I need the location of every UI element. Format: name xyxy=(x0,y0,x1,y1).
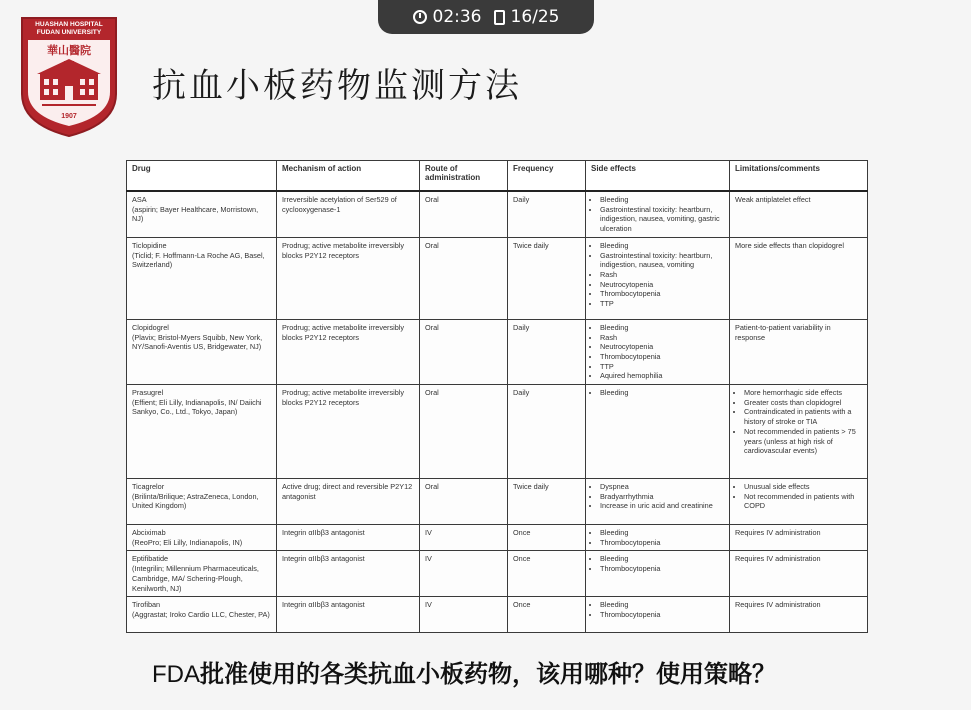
drug-manufacturer: (Aggrastat; Iroko Cardio LLC, Chester, PA) xyxy=(132,610,270,620)
cell-route: Oral xyxy=(420,385,508,479)
cell-drug xyxy=(127,319,277,384)
comments-list xyxy=(735,388,862,456)
cell-mechanism: Integrin αIIbβ3 antagonist xyxy=(277,597,420,633)
cell-drug xyxy=(127,479,277,525)
comment-text: Requires IV administration xyxy=(735,528,821,538)
slide-position: 16/25 xyxy=(510,7,560,27)
side-effect-item: • Neutrocytopenia xyxy=(600,342,724,352)
hospital-logo xyxy=(20,16,118,138)
side-effect-item: • Bleeding xyxy=(600,388,724,398)
logo-year: 1907 xyxy=(61,113,77,120)
comment-item: • More hemorrhagic side effects xyxy=(744,388,862,398)
cell-frequency: Twice daily xyxy=(508,237,586,319)
cell-comments xyxy=(730,319,868,384)
drug-name: ASA xyxy=(132,195,147,204)
cell-route: IV xyxy=(420,525,508,551)
cell-mechanism: Integrin αIIbβ3 antagonist xyxy=(277,525,420,551)
cell-frequency: Daily xyxy=(508,319,586,384)
cell-mechanism: Prodrug; active metabolite irreversibly blocks P2Y12 receptors xyxy=(277,319,420,384)
cell-side-effects xyxy=(586,551,730,597)
header-comments: Limitations/comments xyxy=(730,161,868,192)
side-effect-item: • Rash xyxy=(600,333,724,343)
cell-drug xyxy=(127,551,277,597)
cell-frequency: Once xyxy=(508,551,586,597)
drug-name: Clopidogrel xyxy=(132,322,169,332)
comment-item: • Greater costs than clopidogrel xyxy=(744,398,862,408)
table-row xyxy=(127,191,868,237)
side-effect-item: • Thrombocytopenia xyxy=(600,352,724,362)
cell-side-effects xyxy=(586,525,730,551)
footer-prefix: FDA xyxy=(152,661,200,688)
side-effects-list xyxy=(591,482,724,511)
comment-item: • Contraindicated in patients with a history of stroke or TIA xyxy=(744,407,862,426)
clock-icon xyxy=(413,10,427,24)
drug-manufacturer: (Ticlid; F. Hoffmann-La Roche AG, Basel, Switzerland) xyxy=(132,250,265,270)
drug-name: Eptifibatide xyxy=(132,554,169,564)
elapsed-time: 02:36 xyxy=(432,7,482,27)
logo-text-bottom: FUDAN UNIVERSITY xyxy=(36,29,102,36)
drug-manufacturer: (Brilinta/Brilique; AstraZeneca, London, United Kingdom) xyxy=(132,491,259,511)
logo-text-top: HUASHAN HOSPITAL xyxy=(35,21,103,28)
header-side-effects: Side effects xyxy=(586,161,730,192)
comment-text: More side effects than clopidogrel xyxy=(735,240,844,250)
side-effect-item: • Neutrocytopenia xyxy=(600,280,724,290)
side-effect-item: • Dyspnea xyxy=(600,482,724,492)
cell-route: Oral xyxy=(420,479,508,525)
side-effect-item: • Thrombocytopenia xyxy=(600,610,724,620)
side-effect-item: • Bradyarrhythmia xyxy=(600,492,724,502)
cell-side-effects xyxy=(586,597,730,633)
cell-comments xyxy=(730,385,868,479)
comment-text: Patient-to-patient variability in response xyxy=(735,322,831,342)
cell-frequency: Once xyxy=(508,597,586,633)
cell-route: Oral xyxy=(420,237,508,319)
side-effects-list xyxy=(591,528,724,547)
cell-comments xyxy=(730,479,868,525)
side-effect-item: • TTP xyxy=(600,299,724,309)
cell-drug xyxy=(127,237,277,319)
side-effect-item: • Aquired hemophilia xyxy=(600,371,724,381)
side-effect-item: • Thrombocytopenia xyxy=(600,538,724,548)
side-effects-list xyxy=(591,241,724,309)
cell-frequency: Once xyxy=(508,525,586,551)
side-effect-item: • TTP xyxy=(600,362,724,372)
comments-list xyxy=(735,482,862,511)
cell-route: Oral xyxy=(420,191,508,237)
cell-mechanism: Integrin αIIbβ3 antagonist xyxy=(277,551,420,597)
header-mechanism: Mechanism of action xyxy=(277,161,420,192)
side-effect-item: • Rash xyxy=(600,270,724,280)
cell-drug xyxy=(127,385,277,479)
page-icon xyxy=(494,10,505,25)
comment-item: • Unusual side effects xyxy=(744,482,862,492)
logo-chinese: 華山醫院 xyxy=(47,44,91,57)
comment-item: • Not recommended in patients with COPD xyxy=(744,492,862,511)
cell-mechanism: Active drug; direct and reversible P2Y12 antagonist xyxy=(277,479,420,525)
table-row xyxy=(127,525,868,551)
table-row xyxy=(127,597,868,633)
side-effect-item: • Bleeding xyxy=(600,195,724,205)
cell-side-effects xyxy=(586,479,730,525)
cell-comments xyxy=(730,525,868,551)
cell-drug xyxy=(127,597,277,633)
side-effect-item: • Bleeding xyxy=(600,600,724,610)
side-effects-list xyxy=(591,388,724,398)
comment-text: Weak antiplatelet effect xyxy=(735,195,811,204)
cell-route: Oral xyxy=(420,319,508,384)
table-row xyxy=(127,479,868,525)
side-effect-item: • Thrombocytopenia xyxy=(600,564,724,574)
drug-manufacturer: (Integrilin; Millennium Pharmaceuticals, Cambridge, MA/ Schering-Plough, Kenilworth, NJ) xyxy=(132,564,259,593)
side-effects-list xyxy=(591,323,724,381)
cell-frequency: Twice daily xyxy=(508,479,586,525)
table-row xyxy=(127,385,868,479)
table-row xyxy=(127,551,868,597)
drug-manufacturer: (aspirin; Bayer Healthcare, Morristown, NJ) xyxy=(132,204,259,224)
side-effect-item: • Bleeding xyxy=(600,554,724,564)
side-effect-item: • Bleeding xyxy=(600,323,724,333)
slide-title: 抗血小板药物监测方法 xyxy=(152,66,522,106)
cell-mechanism: Irreversible acetylation of Ser529 of cyclooxygenase-1 xyxy=(277,191,420,237)
cell-frequency: Daily xyxy=(508,385,586,479)
side-effect-item: • Bleeding xyxy=(600,528,724,538)
drug-manufacturer: (Effient; Eli Lilly, Indianapolis, IN/ Daiichi Sankyo, Co., Ltd., Tokyo, Japan) xyxy=(132,397,262,417)
cell-comments xyxy=(730,551,868,597)
drug-name: Abciximab xyxy=(132,528,166,538)
cell-mechanism: Prodrug; active metabolite irreversibly blocks P2Y12 receptors xyxy=(277,237,420,319)
drug-manufacturer: (Plavix; Bristol-Myers Squibb, New York, NY/Sanofi-Aventis US, Bridgewater, NJ) xyxy=(132,332,263,352)
cell-comments xyxy=(730,191,868,237)
cell-side-effects xyxy=(586,237,730,319)
cell-comments xyxy=(730,237,868,319)
drug-name: Ticlopidine xyxy=(132,240,167,250)
drug-name: Ticagrelor xyxy=(132,482,165,492)
comment-text: Requires IV administration xyxy=(735,554,821,564)
side-effect-item: • Gastrointestinal toxicity: heartburn, indigestion, nausea, vomiting, gastric ulceration xyxy=(600,205,724,234)
side-effect-item: • Increase in uric acid and creatinine xyxy=(600,501,724,511)
header-drug: Drug xyxy=(127,161,277,192)
side-effects-list xyxy=(591,554,724,573)
cell-route: IV xyxy=(420,551,508,597)
footer-text: 批准使用的各类抗血小板药物，该用哪种？使用策略？ xyxy=(200,660,776,688)
cell-frequency: Daily xyxy=(508,191,586,237)
cell-comments xyxy=(730,597,868,633)
slide-footer xyxy=(152,654,776,689)
cell-drug xyxy=(127,191,277,237)
cell-side-effects xyxy=(586,191,730,237)
drug-manufacturer: (ReoPro; Eli Lilly, Indianapolis, IN) xyxy=(132,537,243,547)
header-frequency: Frequency xyxy=(508,161,586,192)
cell-drug xyxy=(127,525,277,551)
cell-side-effects xyxy=(586,385,730,479)
table-header-row xyxy=(127,161,868,192)
cell-mechanism: Prodrug; active metabolite irreversibly blocks P2Y12 receptors xyxy=(277,385,420,479)
table-row xyxy=(127,319,868,384)
header-route: Route of administration xyxy=(420,161,508,192)
side-effects-list xyxy=(591,600,724,619)
drug-name: Prasugrel xyxy=(132,388,164,398)
drug-name: Tirofiban xyxy=(132,600,161,610)
comment-item: • Not recommended in patients > 75 years (unless at high risk of cardiovascular events) xyxy=(744,427,862,456)
cell-side-effects xyxy=(586,319,730,384)
side-effect-item: • Bleeding xyxy=(600,241,724,251)
playback-status-bar xyxy=(378,0,594,34)
side-effect-item: • Gastrointestinal toxicity: heartburn, indigestion, nausea, vomiting xyxy=(600,251,724,270)
comment-text: Requires IV administration xyxy=(735,600,821,610)
table-row xyxy=(127,237,868,319)
side-effects-list xyxy=(591,195,724,234)
cell-route: IV xyxy=(420,597,508,633)
antiplatelet-drug-table xyxy=(126,160,867,632)
side-effect-item: • Thrombocytopenia xyxy=(600,289,724,299)
